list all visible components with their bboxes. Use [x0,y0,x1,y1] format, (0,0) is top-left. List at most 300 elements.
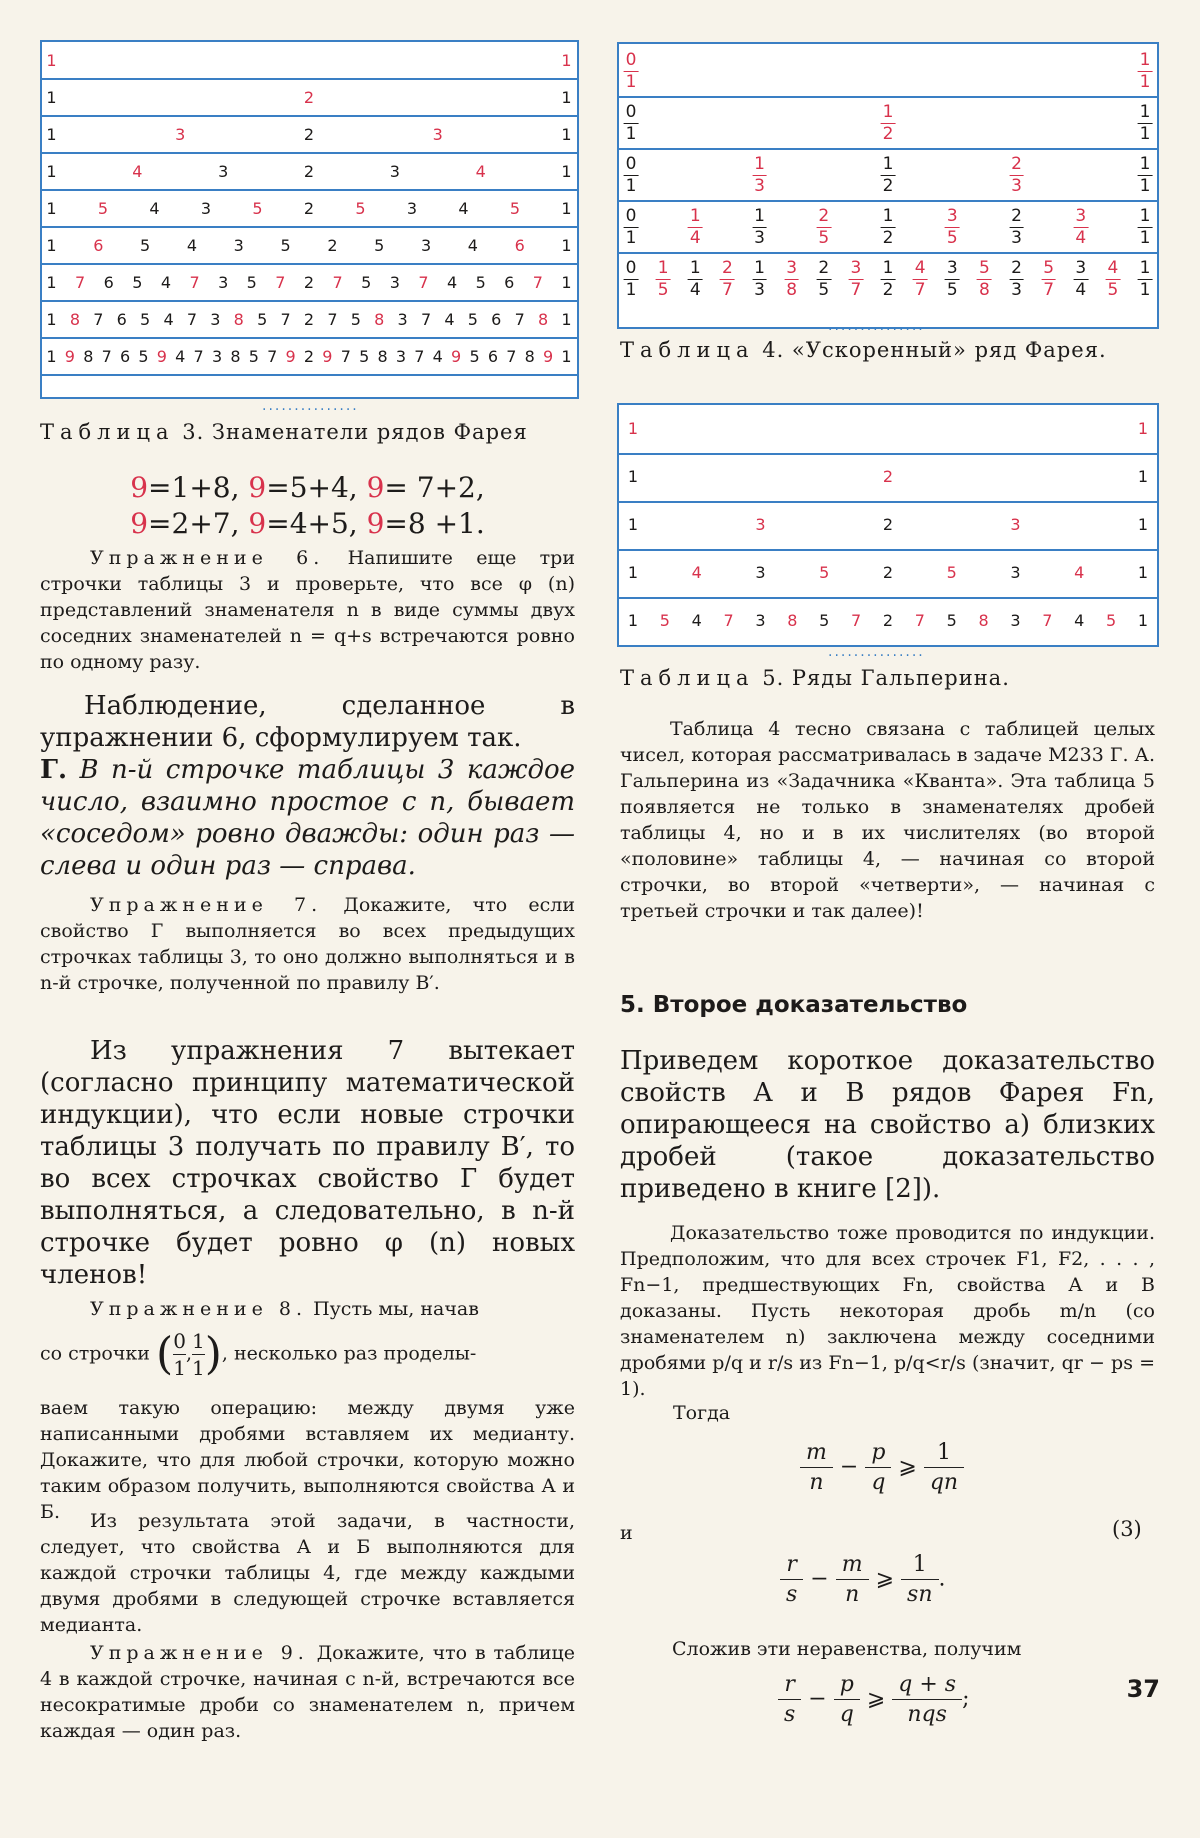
table4-fraction [881,208,896,247]
fraction-denominator: 1 [625,228,637,248]
table5-cell: 5 [819,563,830,582]
table4-row [619,252,1157,312]
fraction-denominator: 2 [882,176,894,196]
table3-cell: 3 [395,347,408,366]
table3-cell: 5 [467,310,479,329]
fraction-denominator: 5 [657,280,669,300]
word-then: Тогда [673,1402,731,1424]
fraction-numerator: 2 [818,206,830,226]
fraction-numerator: 1 [1139,154,1151,174]
fraction-denominator: 5 [946,228,958,248]
table5-cell: 4 [691,611,702,630]
fraction-numerator: 3 [946,206,958,226]
table5-cell: 2 [882,467,894,486]
fraction-numerator: 2 [1011,154,1022,174]
table-3-dots: ............... [262,398,359,414]
table4-fraction [624,52,639,91]
fraction-numerator: 1 [689,206,701,226]
observation: Наблюдение, сделанное в упражнении 6, сформулируем так. [40,691,575,753]
equation-part: 9 [366,471,385,504]
fraction-denominator: 3 [1011,280,1022,300]
table4-fraction [624,104,639,143]
table5-cell: 5 [946,563,957,582]
table3-cell: 3 [420,236,433,255]
table3-cell: 4 [475,162,487,181]
equation-number: (3) [1112,1517,1142,1541]
table3-cell: 9 [451,347,463,366]
fraction-denominator: 2 [882,228,894,248]
fraction-denominator: 4 [689,280,701,300]
fraction-numerator: 3 [786,258,798,278]
table5-cell: 5 [659,611,670,630]
exercise-8-continued: ваем такую операцию: между двумя уже написанными дробями вставляем их медианту. Докажите, что для любой строчки, которую можно таким образом получить, выполняются свойства А и Б. [40,1397,575,1523]
table5-cell: 1 [627,467,639,486]
fraction-numerator: 1 [754,258,765,278]
table3-cell: 4 [163,310,175,329]
inequality-2: $\frac{r}{s}$ − $\frac{m}{n}$ ⩾ $\frac{1}{sn}$ . [780,1552,946,1607]
table5-cell: 1 [1137,611,1149,630]
table3-cell: 2 [303,125,316,144]
table5-cell: 7 [851,611,862,630]
fraction-numerator: 3 [1075,258,1087,278]
table4-fraction [881,104,896,143]
equation-line-1 [40,470,575,506]
table3-cell: 2 [303,199,316,218]
table5-cell: 1 [1137,563,1149,582]
exercise-8: Упражнение 8. Пусть мы, начав [90,1298,479,1320]
table3-cell: 3 [218,273,230,292]
table3-cell: 1 [561,162,573,181]
table3-cell: 7 [532,273,544,292]
table5-cell: 1 [627,611,639,630]
equation-part: 9 [366,507,385,540]
fraction-denominator: 4 [689,228,701,248]
table3-cell: 1 [561,273,573,292]
table3-cell: 8 [374,310,386,329]
exercise-8-fraction-line: со строчки ( $\frac{0}{1}$ , $\frac{1}{1}$ ), несколько раз проделы- [40,1328,477,1380]
table4-row [619,200,1157,254]
table3-row [42,338,577,376]
table5-cell: 1 [1137,419,1149,438]
fraction-numerator: 5 [978,258,990,278]
fraction-numerator: 1 [754,154,765,174]
table4-fraction [688,208,703,247]
table3-cell: 1 [46,162,58,181]
table3-cell: 2 [303,88,316,107]
table4-fraction [1105,260,1120,299]
table4-fraction [752,208,767,247]
table3-cell: 3 [211,347,224,366]
fraction-denominator: 3 [754,228,765,248]
table3-cell: 5 [355,199,367,218]
table5-cell: 7 [914,611,925,630]
equation-part: =2+7, [148,507,249,540]
table4-fraction [752,156,767,195]
table5-cell: 3 [1010,563,1021,582]
table5-cell: 2 [882,515,894,534]
table3-cell: 4 [444,310,456,329]
table3-cell: 7 [332,273,344,292]
table3-cell: 7 [506,347,518,366]
exercise-9: Упражнение 9. Докажите, что в таблице 4 в каждой строчке, начиная с n-й, встречаются все несократимые дроби со знаменателем n, причем каждая — один раз. [40,1642,576,1742]
table4-fraction [752,260,767,299]
table3-cell: 5 [475,273,487,292]
table3-cell: 1 [46,88,58,107]
table3-cell: 2 [327,236,339,255]
table3-cell: 7 [418,273,430,292]
table3-cell: 1 [561,310,573,329]
page-number: 37 [1126,1675,1160,1703]
table3-cell: 1 [46,273,58,292]
fraction-denominator: 2 [882,124,894,144]
fraction-numerator: 2 [1011,258,1022,278]
fraction-denominator: 8 [786,280,798,300]
table3-cell: 3 [389,162,401,181]
fraction-numerator: 3 [946,258,958,278]
equation-part: =1+8, [148,471,249,504]
table3-cell: 3 [406,199,419,218]
table3-row [42,153,577,191]
table3-cell: 1 [561,236,573,255]
table3-cell: 7 [186,310,199,329]
fraction-denominator: 7 [1043,280,1055,300]
fraction-numerator: 1 [882,154,894,174]
table5-cell: 7 [1042,611,1053,630]
table3-cell: 5 [257,310,269,329]
table3-cell: 7 [420,310,433,329]
table4-fraction [1073,208,1088,247]
equation-part: 9 [130,507,149,540]
table3-cell: 7 [280,310,292,329]
table3-cell: 8 [69,310,81,329]
table3-cell: 4 [160,273,173,292]
table5-cell: 5 [1106,611,1117,630]
sum-text: Сложив эти неравенства, получим [672,1638,1022,1660]
table-4-dots: ............... [828,318,925,334]
table4-fraction [913,260,928,299]
fraction-numerator: 1 [689,258,701,278]
fraction-numerator: 1 [657,258,669,278]
fraction-denominator: 3 [754,280,765,300]
table3-cell: 8 [230,347,242,366]
table4-fraction [1073,260,1088,299]
table3-cell: 5 [280,236,292,255]
table3-cell: 3 [432,125,444,144]
fraction-numerator: 1 [1139,206,1151,226]
paragraph-proof: Доказательство тоже проводится по индукции. Предположим, что для всех строчек F1, F2, . . . , Fn−1, предшествующих Fn, свойства А и В доказаны. Пусть некоторая дробь m/n (со знаменателем n) заключена между соседними дробями p/q и r/s из Fn−1, p/q<r/s (значит, qr − ps = 1). [620,1222,1155,1400]
table3-cell: 1 [46,199,58,218]
table3-cell: 3 [210,310,222,329]
table3-cell: 2 [303,162,316,181]
table3-cell: 2 [303,273,316,292]
table3-cell: 7 [75,273,87,292]
table3-row [42,301,577,339]
paragraph-medianta: Из результата этой задачи, в частности, следует, что свойства А и Б выполняются для каждой строчки таблицы 4, где между каждыми двумя дробями в следующей строчке вставляется медианта. [40,1510,575,1636]
table3-row [42,227,577,265]
table3-cell: 1 [46,125,58,144]
table4-fraction [1009,260,1024,299]
fraction-denominator: 4 [1075,228,1087,248]
table3-cell: 7 [101,347,113,366]
fraction-denominator: 2 [882,280,894,300]
fraction-denominator: 1 [1139,176,1151,196]
table3-cell: 1 [561,88,573,107]
fraction-denominator: 1 [1139,228,1151,248]
table5-cell: 4 [1074,563,1085,582]
equation-part: =4+5, [266,507,367,540]
table3-cell: 5 [361,273,373,292]
table4-fraction [624,260,639,299]
fraction-denominator: 5 [946,280,958,300]
table3-cell: 7 [275,273,287,292]
table4-fraction [1138,208,1153,247]
table3-cell: 5 [132,273,144,292]
equation-part: =8 +1. [384,507,485,540]
table3-cell: 6 [491,310,503,329]
table3-cell: 7 [414,347,426,366]
table3-cell: 6 [119,347,132,366]
table4-fraction [816,208,831,247]
table3-cell: 5 [248,347,260,366]
equation-part: =5+4, [266,471,367,504]
table3-cell: 1 [561,199,573,218]
table5-cell: 3 [755,611,766,630]
table3-cell: 3 [389,273,401,292]
table3-cell: 5 [140,310,152,329]
table5-cell: 1 [1137,515,1149,534]
table3-cell: 1 [46,51,58,70]
table5-cell: 2 [882,563,894,582]
table3-cell: 1 [561,125,573,144]
table3-cell: 1 [46,236,58,255]
table5-cell: 7 [723,611,734,630]
paragraph-intro: Приведем короткое доказательство свойств А и В рядов Фарея Fn, опирающееся на свойство а) близких дробей (такое доказательство приведено в книге [2]). [620,1046,1155,1204]
table3-cell: 3 [175,125,187,144]
table4-fraction [656,260,671,299]
table3-cell: 5 [252,199,264,218]
fraction-denominator: 7 [850,280,862,300]
table4-fraction [624,208,639,247]
table3-row [42,190,577,228]
table3-cell: 8 [233,310,245,329]
table3-cell: 2 [303,310,316,329]
table4-row [619,148,1157,202]
table3-cell: 3 [218,162,230,181]
word-and: и [620,1522,633,1544]
table4-fraction [1138,156,1153,195]
table3-cell: 7 [189,273,201,292]
fraction-numerator: 0 [625,258,637,278]
table4-fraction [1138,104,1153,143]
table5-cell: 1 [627,515,639,534]
table3-cell: 8 [537,310,550,329]
fraction-numerator: 3 [1075,206,1087,226]
paragraph-table-4: Таблица 4 тесно связана с таблицей целых чисел, которая рассматривалась в задаче М233 Г. А. Гальперина из «Задачника «Кванта». Эта таблица 5 появляется не только в знаменателях дробей таблицы 4, но и в их числителях (во второй «половине» таблицы 4, — начиная со второй строчки, во второй «четверти», — начиная с третьей строчки и так далее)! [620,718,1155,922]
table5-cell: 2 [882,611,894,630]
fraction-denominator: 1 [1139,124,1151,144]
table4-fraction [881,156,896,195]
fraction-denominator: 3 [1011,228,1022,248]
table5-cell: 3 [755,515,766,534]
fraction-denominator: 1 [625,124,637,144]
table5-row [619,501,1157,551]
table3-cell: 7 [267,347,279,366]
fraction-numerator: 2 [818,258,830,278]
table5-row [619,549,1157,599]
table3-cell: 9 [322,347,334,366]
table3-cell: 8 [524,347,536,366]
table4-fraction [881,260,896,299]
table3-cell: 3 [233,236,245,255]
fraction-numerator: 0 [625,154,637,174]
table3-cell: 7 [514,310,526,329]
table3-cell: 4 [186,236,199,255]
table3-cell: 5 [350,310,362,329]
inequality-3: $\frac{r}{s}$ − $\frac{p}{q}$ ⩾ q + s nqs ; [778,1672,969,1727]
fraction-denominator: 5 [818,280,830,300]
table-4 [617,42,1159,329]
table3-cell: 4 [175,347,187,366]
table4-fraction [1138,52,1153,91]
table3-cell: 5 [97,199,110,218]
table4-fraction [945,208,960,247]
exercise-7: Упражнение 7. Докажите, что если свойство Г выполняется во всех предыдущих строчках таблицы 3, то оно должно выполняться и в n-й строчке, полученной по правилу B′. [40,894,575,994]
table-3 [40,40,579,399]
table4-fraction [784,260,799,299]
table3-cell: 5 [374,236,386,255]
table3-cell: 8 [377,347,389,366]
table5-cell: 8 [787,611,798,630]
table5-cell: 5 [819,611,830,630]
section-heading: 5. Второе доказательство [620,992,968,1018]
table3-cell: 5 [469,347,481,366]
table4-fraction [848,260,863,299]
fraction-numerator: 5 [1043,258,1055,278]
equation-part: 9 [130,471,149,504]
fraction-denominator: 1 [1139,280,1151,300]
table3-cell: 9 [285,347,297,366]
fraction-denominator: 1 [625,280,637,300]
table3-cell: 4 [446,273,459,292]
fraction-denominator: 5 [1107,280,1119,300]
table4-row [619,96,1157,150]
table3-cell: 7 [340,347,352,366]
table4-fraction [977,260,992,299]
table3-cell: 9 [543,347,555,366]
table3-cell: 1 [561,347,573,366]
equation-9-sums [40,470,575,542]
fraction-numerator: 2 [1011,206,1022,226]
table5-cell: 8 [978,611,989,630]
table-5-caption: Таблица 5. Ряды Гальперина. [620,666,1010,690]
fraction-numerator: 3 [850,258,862,278]
table3-cell: 4 [132,162,144,181]
table3-cell: 5 [138,347,150,366]
fraction-numerator: 0 [625,50,637,70]
fraction-denominator: 3 [754,176,765,196]
table5-cell: 5 [946,611,957,630]
table4-fraction [1138,260,1153,299]
table3-cell: 2 [303,347,316,366]
fraction-denominator: 1 [625,72,637,92]
table3-cell: 5 [246,273,258,292]
fraction-denominator: 1 [625,176,637,196]
table4-fraction [1009,156,1024,195]
table3-cell: 6 [504,273,516,292]
table3-cell: 1 [46,310,58,329]
fraction-numerator: 1 [1139,102,1151,122]
table3-cell: 3 [200,199,213,218]
table5-row [619,597,1157,647]
equation-part: 9 [248,471,267,504]
table3-cell: 9 [156,347,168,366]
table3-row [42,264,577,302]
table5-cell: 4 [1074,611,1085,630]
table5-cell: 1 [1137,467,1149,486]
table3-cell: 5 [140,236,152,255]
table3-cell: 3 [397,310,409,329]
table3-cell: 6 [103,273,115,292]
table5-row [619,405,1157,455]
fraction-numerator: 4 [914,258,926,278]
property-g: Г. В n-й строчке таблицы 3 каждое число, взаимно простое с n, бывает «соседом» ровно дважды: один раз — слева и один раз — справа. [40,755,575,881]
table4-row [619,44,1157,98]
equation-part: = 7+2, [384,471,485,504]
fraction-denominator: 4 [1075,280,1087,300]
table4-fraction [688,260,703,299]
table4-fraction [624,156,639,195]
fraction-denominator: 1 [1139,72,1151,92]
fraction-denominator: 8 [978,280,990,300]
fraction-denominator: 7 [721,280,733,300]
table5-cell: 1 [627,419,639,438]
table3-cell: 7 [93,310,105,329]
table5-row [619,453,1157,503]
fraction-numerator: 1 [882,102,894,122]
table3-cell: 4 [458,199,470,218]
fraction-denominator: 7 [914,280,926,300]
fraction-numerator: 1 [882,206,894,226]
table3-row [42,42,577,80]
table3-cell: 5 [359,347,371,366]
table3-cell: 4 [149,199,161,218]
fraction-numerator: 1 [1139,50,1151,70]
fraction-numerator: 1 [882,258,894,278]
table3-cell: 6 [487,347,500,366]
table4-fraction [720,260,735,299]
table3-cell: 7 [193,347,205,366]
table3-cell: 4 [432,347,444,366]
table5-cell: 3 [755,563,766,582]
fraction-denominator: 5 [818,228,830,248]
equation-part: 9 [248,507,267,540]
table3-row [42,116,577,154]
table5-cell: 1 [627,563,639,582]
table3-cell: 7 [327,310,339,329]
table3-cell: 8 [83,347,95,366]
table4-fraction [1009,208,1024,247]
table3-cell: 1 [561,51,573,70]
exercise-6: Упражнение 6. Напишите еще три строчки таблицы 3 и проверьте, что все φ (n) представлений знаменателя n в виде суммы двух соседних знаменателей n = q+s встречаются ровно по одному разу. [40,547,575,673]
table-5-dots: ............... [828,644,925,660]
table3-row [42,79,577,117]
table3-cell: 1 [46,347,58,366]
table5-cell: 4 [691,563,702,582]
table3-cell: 6 [116,310,128,329]
paragraph-induction: Из упражнения 7 вытекает (согласно принципу математической индукции), что если новые строчки таблицы 3 получать по правилу B′, то во всех строчках свойство Г будет выполняться, а следовательно, в n-й строчке будет ровно φ (n) новых членов! [40,1036,575,1290]
table4-fraction [816,260,831,299]
table3-cell: 9 [64,347,76,366]
